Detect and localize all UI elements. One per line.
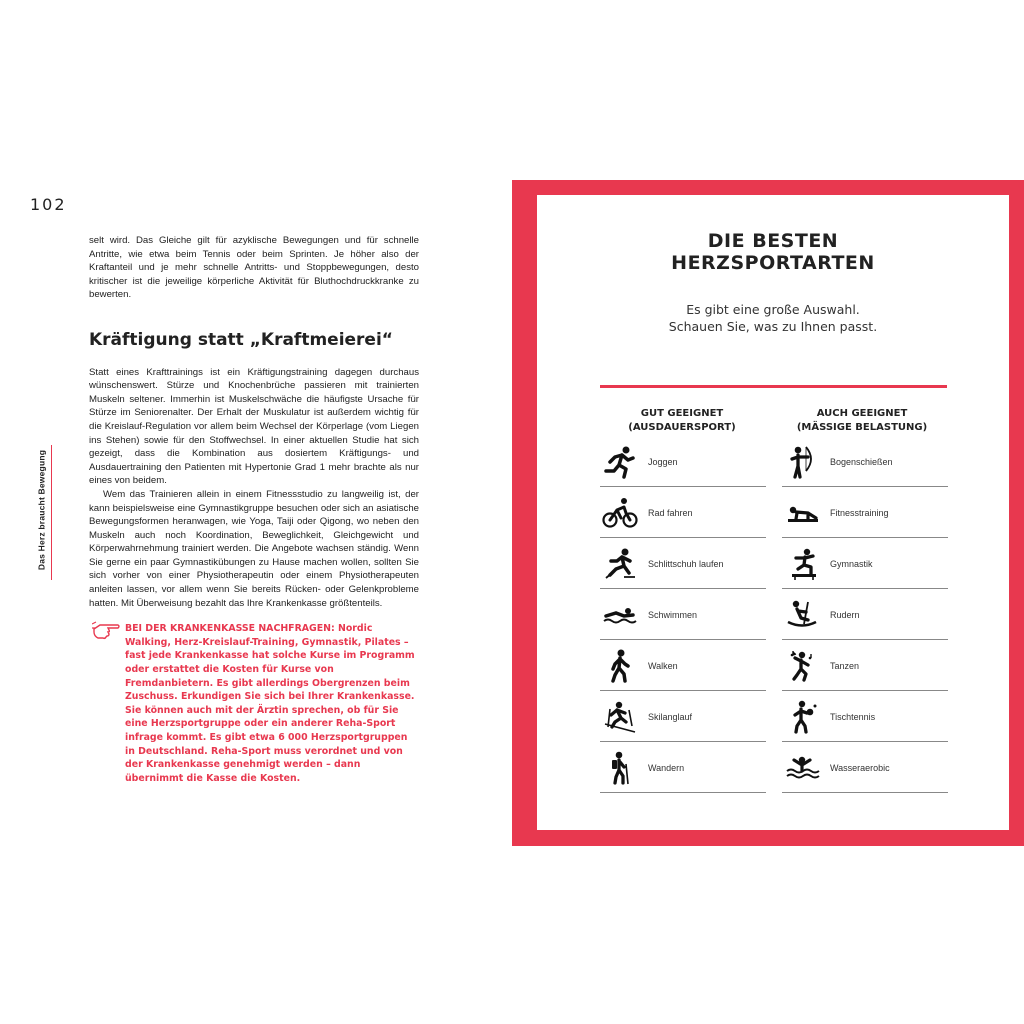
infobox-panel — [537, 195, 1009, 830]
list-item — [782, 488, 948, 538]
pointing-hand-icon — [92, 620, 120, 640]
list-item — [600, 743, 766, 793]
ice-skating-icon — [602, 547, 638, 581]
paragraph-1: selt wird. Das Gleiche gilt für azyklische Bewegungen und für schnelle Antritte, wie etwa beim Tennis oder beim Sprinten. Je höher also der Kraftanteil und je mehr schnelle Antritts- und Stoppbewegungen, desto kritischer ist die jeweilige körperliche Aktivität für Bluthochdruckkranke zu bewerten. — [89, 235, 419, 301]
sport-label: Bogenschießen — [830, 456, 893, 467]
list-item — [782, 590, 948, 640]
sport-list-endurance — [600, 437, 766, 794]
running-header-line — [51, 445, 52, 580]
sport-label: Wasseraerobic — [830, 762, 890, 773]
infobox-title-line2: HERZSPORTARTEN — [671, 252, 875, 274]
list-item — [782, 743, 948, 793]
body-text-column — [89, 234, 419, 785]
list-item — [782, 641, 948, 691]
swimming-icon — [602, 598, 638, 632]
cycling-icon — [602, 496, 638, 530]
paragraph-2: Statt eines Krafttrainings ist ein Kräftigungstraining dagegen durchaus wünschenswert. Stürze und Knochenbrüche passieren mit trainierten Muskeln seltener. Immerhin ist Muskelschwäche die häufigste Ursache für Stürze im Seniorenalter. Der Erhalt der Muskulatur ist außerdem wichtig für die Kreislauf-Regulation vor allem beim Wechsel der Körperlage (vom Liegen ins Stehen) sowie für den Stoffwechsel. In einer aktuellen Studie hat sich gezeigt, dass die Kombination aus dosiertem Kräftigungs- und Ausdauertraining den Patienten mit Hypertonie Grad 1 mehr brachte als nur eines von beidem. — [89, 366, 419, 487]
running-icon — [602, 445, 638, 479]
list-item — [600, 488, 766, 538]
column-heading-moderate — [772, 407, 952, 435]
red-divider — [600, 385, 947, 388]
cross-country-skiing-icon — [602, 700, 638, 734]
fitness-icon — [784, 496, 820, 530]
infobox-subtitle — [537, 301, 1009, 335]
tip-text: BEI DER KRANKENKASSE NACHFRAGEN: Nordic Walking, Herz-Kreislauf-Training, Gymnastik, Pilates – fast jede Krankenkasse hat solche Kurse im Programm oder erstattet die Kosten für Kurse von Fremdanbietern. Es gibt allerdings Obergrenzen beim Zuschuss. Erkundigen Sie sich bei Ihrer Krankenkasse. Sie können auch mit der Ärztin sprechen, ob für Sie eine Herzsportgruppe oder ein anderer Reha-Sport infrage kommt. Es gibt etwa 6 000 Herzsportgruppen in Deutschland. Reha-Sport muss verordnet und von der Krankenkasse genehmigt werden – dann übernimmt die Kasse die Kosten. — [125, 623, 415, 784]
sport-label: Schlittschuh laufen — [648, 558, 724, 569]
page-number: 102 — [30, 195, 67, 214]
running-header — [34, 445, 48, 580]
sport-label: Skilanglauf — [648, 711, 693, 722]
column-heading-endurance-line2: (AUSDAUERSPORT) — [628, 422, 736, 433]
sport-label: Schwimmen — [648, 609, 698, 620]
rowing-icon — [784, 598, 820, 632]
section-heading: Kräftigung statt „Kraftmeierei“ — [89, 329, 393, 350]
sport-label: Fitnesstraining — [830, 507, 889, 518]
infobox-subtitle-line1: Es gibt eine große Auswahl. — [686, 302, 860, 317]
infobox-title-line1: DIE BESTEN — [707, 230, 839, 252]
column-heading-moderate-line1: AUCH GEEIGNET — [816, 408, 908, 419]
walking-icon — [602, 649, 638, 683]
water-aerobics-icon — [784, 751, 820, 785]
list-item — [600, 590, 766, 640]
table-tennis-icon — [784, 700, 820, 734]
column-heading-moderate-line2: (MÄSSIGE BELASTUNG) — [796, 422, 928, 433]
list-item — [782, 437, 948, 487]
infobox-subtitle-line2: Schauen Sie, was zu Ihnen passt. — [668, 319, 878, 334]
sport-label: Rudern — [830, 609, 860, 620]
list-item — [600, 692, 766, 742]
sport-label: Walken — [648, 660, 678, 671]
gymnastics-icon — [784, 547, 820, 581]
paragraph-3: Wem das Trainieren allein in einem Fitnessstudio zu langweilig ist, der kann beispielsweise eine Gymnastikgruppe besuchen oder sich an asiatische Bewegungsformen heranwagen, wie Yoga, Taiji oder Qigong, wo neben den Muskeln auch noch Koordination, Beweglichkeit, Gleichgewicht und Körperwahrnehmung trainiert werden. Die Angebote wachsen ständig. Wenn Sie gerne ein paar Gymnastikübungen zu Hause machen wollen, sollten Sie sich vorher von einer Physiotherapeutin oder einem Physiotherapeuten anleiten lassen, vor allem wenn Sie bereits Rücken- oder Gelenkprobleme hatten. Mit Überweisung bezahlt das Ihre Krankenkasse größtenteils. — [89, 488, 419, 609]
list-item — [600, 539, 766, 589]
sport-label: Joggen — [648, 456, 678, 467]
list-item — [600, 641, 766, 691]
list-item — [782, 692, 948, 742]
column-heading-endurance — [592, 407, 772, 435]
column-heading-endurance-line1: GUT GEEIGNET — [640, 408, 724, 419]
sport-label: Wandern — [648, 762, 685, 773]
sport-label: Rad fahren — [648, 507, 693, 518]
list-item — [782, 539, 948, 589]
infobox-title — [537, 230, 1009, 274]
tip-box — [89, 622, 419, 785]
sport-list-moderate — [782, 437, 948, 794]
sport-label: Tanzen — [830, 660, 860, 671]
running-header-text: Das Herz braucht Bewegung — [36, 449, 47, 571]
dancing-icon — [784, 649, 820, 683]
hiking-icon — [602, 751, 638, 785]
sport-label: Gymnastik — [830, 558, 873, 569]
sport-label: Tischtennis — [830, 711, 876, 722]
list-item — [600, 437, 766, 487]
archery-icon — [784, 445, 820, 479]
